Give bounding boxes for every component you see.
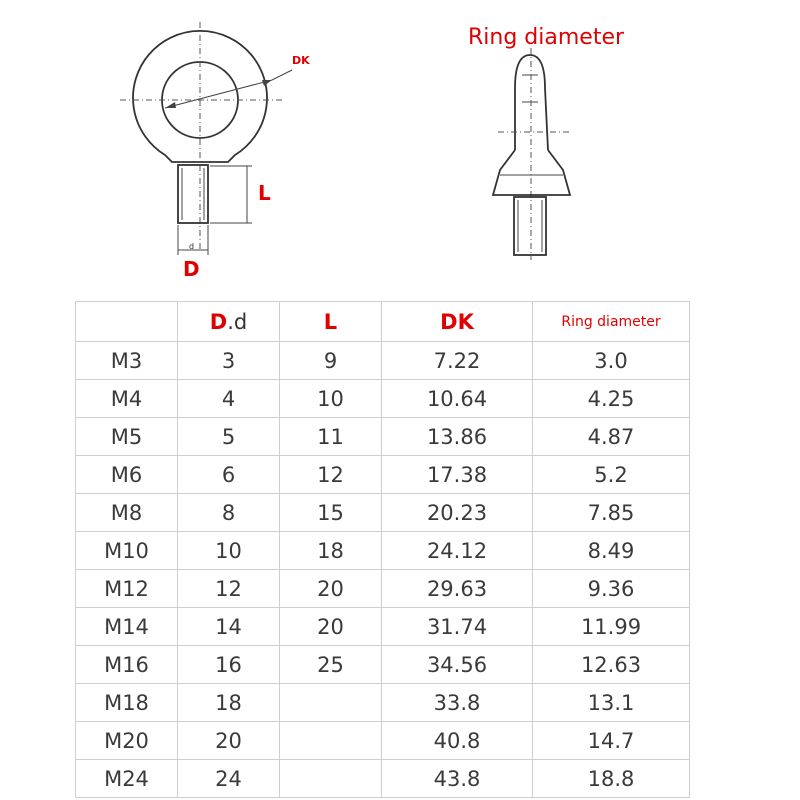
dk-leader — [272, 70, 292, 80]
cell-ring-diameter: 5.2 — [533, 456, 690, 494]
cell-dk: 43.8 — [382, 760, 533, 798]
cell-dk: 13.86 — [382, 418, 533, 456]
cell-l: 10 — [280, 380, 382, 418]
cell-l — [280, 722, 382, 760]
cell-ring-diameter: 7.85 — [533, 494, 690, 532]
table-row — [76, 684, 690, 722]
table-row — [76, 418, 690, 456]
table-header-row — [76, 302, 690, 342]
side-view — [468, 25, 625, 260]
table-row — [76, 760, 690, 798]
cell-d: 18 — [178, 684, 280, 722]
cell-dk: 29.63 — [382, 570, 533, 608]
cell-ring-diameter: 8.49 — [533, 532, 690, 570]
cell-ring-diameter: 18.8 — [533, 760, 690, 798]
cell-d: 8 — [178, 494, 280, 532]
header-d-small: .d — [227, 309, 248, 334]
cell-l: 25 — [280, 646, 382, 684]
l-label: L — [258, 181, 271, 205]
cell-size: M16 — [76, 646, 178, 684]
cell-d: 16 — [178, 646, 280, 684]
cell-ring-diameter: 12.63 — [533, 646, 690, 684]
cell-ring-diameter: 4.87 — [533, 418, 690, 456]
cell-l — [280, 684, 382, 722]
dk-label: DK — [292, 54, 310, 67]
table-row — [76, 342, 690, 380]
cell-dk: 34.56 — [382, 646, 533, 684]
cell-l: 12 — [280, 456, 382, 494]
header-d — [178, 302, 280, 342]
cell-size: M5 — [76, 418, 178, 456]
cell-l: 20 — [280, 608, 382, 646]
table-row — [76, 722, 690, 760]
cell-d: 10 — [178, 532, 280, 570]
header-dk: DK — [382, 302, 533, 342]
ring-diameter-label: Ring diameter — [468, 25, 625, 50]
cell-dk: 31.74 — [382, 608, 533, 646]
cell-ring-diameter: 14.7 — [533, 722, 690, 760]
cell-size: M12 — [76, 570, 178, 608]
table-row — [76, 646, 690, 684]
cell-size: M20 — [76, 722, 178, 760]
cell-dk: 17.38 — [382, 456, 533, 494]
header-d-big: D — [209, 309, 228, 334]
header-size — [76, 302, 178, 342]
table-row — [76, 380, 690, 418]
cell-dk: 20.23 — [382, 494, 533, 532]
cell-dk: 7.22 — [382, 342, 533, 380]
header-ring-diameter: Ring diameter — [533, 302, 690, 342]
cell-dk: 24.12 — [382, 532, 533, 570]
cell-size: M8 — [76, 494, 178, 532]
cell-d: 4 — [178, 380, 280, 418]
cell-d: 24 — [178, 760, 280, 798]
d-label: D — [183, 257, 200, 281]
specification-table — [75, 301, 690, 798]
front-view — [120, 22, 310, 281]
cell-l: 20 — [280, 570, 382, 608]
cell-l: 11 — [280, 418, 382, 456]
cell-size: M10 — [76, 532, 178, 570]
eye-bolt-diagram — [0, 0, 800, 300]
table-row — [76, 532, 690, 570]
cell-ring-diameter: 4.25 — [533, 380, 690, 418]
cell-d: 3 — [178, 342, 280, 380]
side-shank — [514, 197, 546, 255]
d-small-label: d — [189, 242, 195, 251]
cell-l: 9 — [280, 342, 382, 380]
cell-l — [280, 760, 382, 798]
cell-size: M4 — [76, 380, 178, 418]
cell-ring-diameter: 13.1 — [533, 684, 690, 722]
cell-ring-diameter: 3.0 — [533, 342, 690, 380]
cell-ring-diameter: 9.36 — [533, 570, 690, 608]
table-row — [76, 570, 690, 608]
cell-dk: 33.8 — [382, 684, 533, 722]
cell-size: M18 — [76, 684, 178, 722]
cell-size: M3 — [76, 342, 178, 380]
table-row — [76, 608, 690, 646]
cell-size: M6 — [76, 456, 178, 494]
cell-dk: 10.64 — [382, 380, 533, 418]
header-l: L — [280, 302, 382, 342]
dk-dimension-line — [165, 80, 272, 108]
cell-d: 6 — [178, 456, 280, 494]
dk-arrow-right — [262, 80, 272, 86]
table-row — [76, 494, 690, 532]
cell-d: 14 — [178, 608, 280, 646]
cell-size: M14 — [76, 608, 178, 646]
cell-ring-diameter: 11.99 — [533, 608, 690, 646]
cell-size: M24 — [76, 760, 178, 798]
cell-d: 20 — [178, 722, 280, 760]
cell-dk: 40.8 — [382, 722, 533, 760]
dk-arrow-left — [165, 102, 176, 108]
cell-l: 18 — [280, 532, 382, 570]
table-row — [76, 456, 690, 494]
cell-d: 12 — [178, 570, 280, 608]
cell-d: 5 — [178, 418, 280, 456]
cell-l: 15 — [280, 494, 382, 532]
